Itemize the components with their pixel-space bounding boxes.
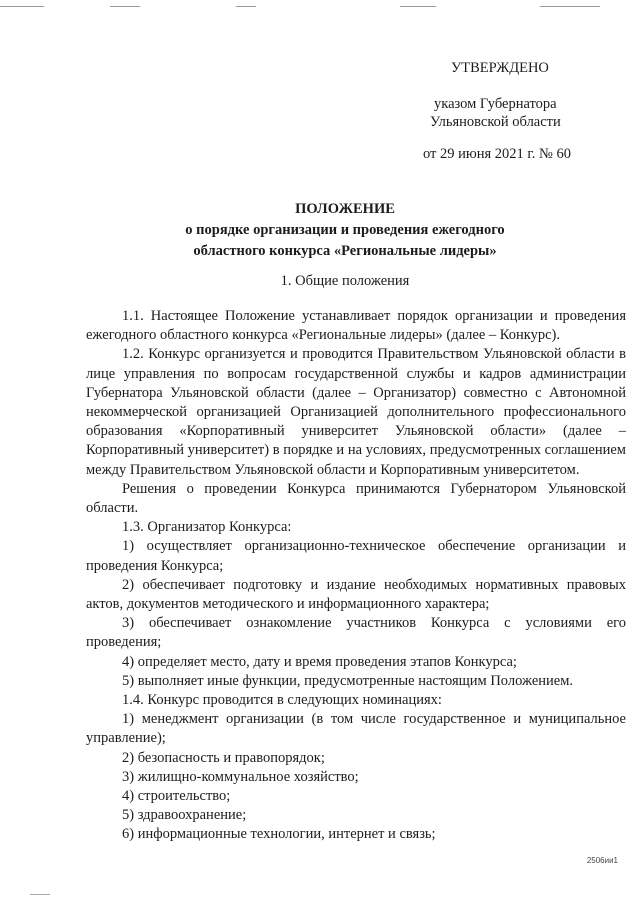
document-code: 2506ии1 — [586, 856, 618, 865]
list-item: 1) менеджмент организации (в том числе государственное и муниципальное управление); — [86, 711, 626, 747]
document-title-line2: о порядке организации и проведения ежегодного — [185, 222, 505, 238]
approval-stamp: УТВЕРЖДЕНО — [451, 60, 549, 76]
document-title-main: ПОЛОЖЕНИЕ — [295, 201, 395, 217]
paragraph: Решения о проведении Конкурса принимаются Губернатором Ульяновской области. — [86, 480, 626, 517]
list-item: 3) жилищно-коммунальное хозяйство; — [122, 768, 359, 785]
approval-authority-line2: Ульяновской области — [430, 114, 561, 130]
section-heading: 1. Общие положения — [280, 273, 410, 289]
list-item: 2) обеспечивает подготовку и издание необходимых нормативных правовых актов, документов методического и информационного характера; — [86, 576, 626, 613]
document-title-line3: областного конкурса «Региональные лидеры» — [193, 243, 497, 259]
paragraph: 1.3. Организатор Конкурса: — [122, 519, 292, 536]
list-item: 4) строительство; — [122, 788, 231, 805]
document-title — [110, 199, 580, 262]
approval-authority-line1: указом Губернатора — [434, 96, 557, 112]
list-item: 6) информационные технологии, интернет и связь; — [122, 826, 436, 843]
scan-artifact-top — [0, 6, 640, 10]
paragraph: 1.1. Настоящее Положение устанавливает порядок организации и проведения ежегодного областного конкурса «Региональные лидеры» (далее – Конкурс). — [86, 308, 626, 344]
list-item: 1) осуществляет организационно-техническое обеспечение организации и проведения Конкурса; — [86, 538, 626, 574]
approval-date-number: от 29 июня 2021 г. № 60 — [423, 146, 571, 162]
list-item: 5) здравоохранение; — [122, 807, 247, 824]
document-body — [86, 307, 626, 845]
list-item: 3) обеспечивает ознакомление участников Конкурса с условиями его проведения; — [86, 615, 626, 651]
list-item: 5) выполняет иные функции, предусмотренные настоящим Положением. — [122, 672, 574, 689]
paragraph: 1.2. Конкурс организуется и проводится Правительством Ульяновской области в лице управления по вопросам государственной службы и кадров администрации Губернатора Ульяновской области (далее – Организатор) совместно с Автономной некоммерческой организацией Организацией дополнительного профессионального образования «Корпоративный университет Ульяновской области» (далее – Корпоративный университет) в порядке и на условиях, предусмотренных соглашением между Правительством Ульяновской области и Корпоративным университетом. — [86, 346, 626, 478]
list-item: 4) определяет место, дату и время проведения этапов Конкурса; — [122, 653, 517, 670]
scan-artifact-bottom — [30, 894, 50, 895]
paragraph: 1.4. Конкурс проводится в следующих номинациях: — [122, 692, 442, 709]
list-item: 2) безопасность и правопорядок; — [122, 749, 325, 766]
